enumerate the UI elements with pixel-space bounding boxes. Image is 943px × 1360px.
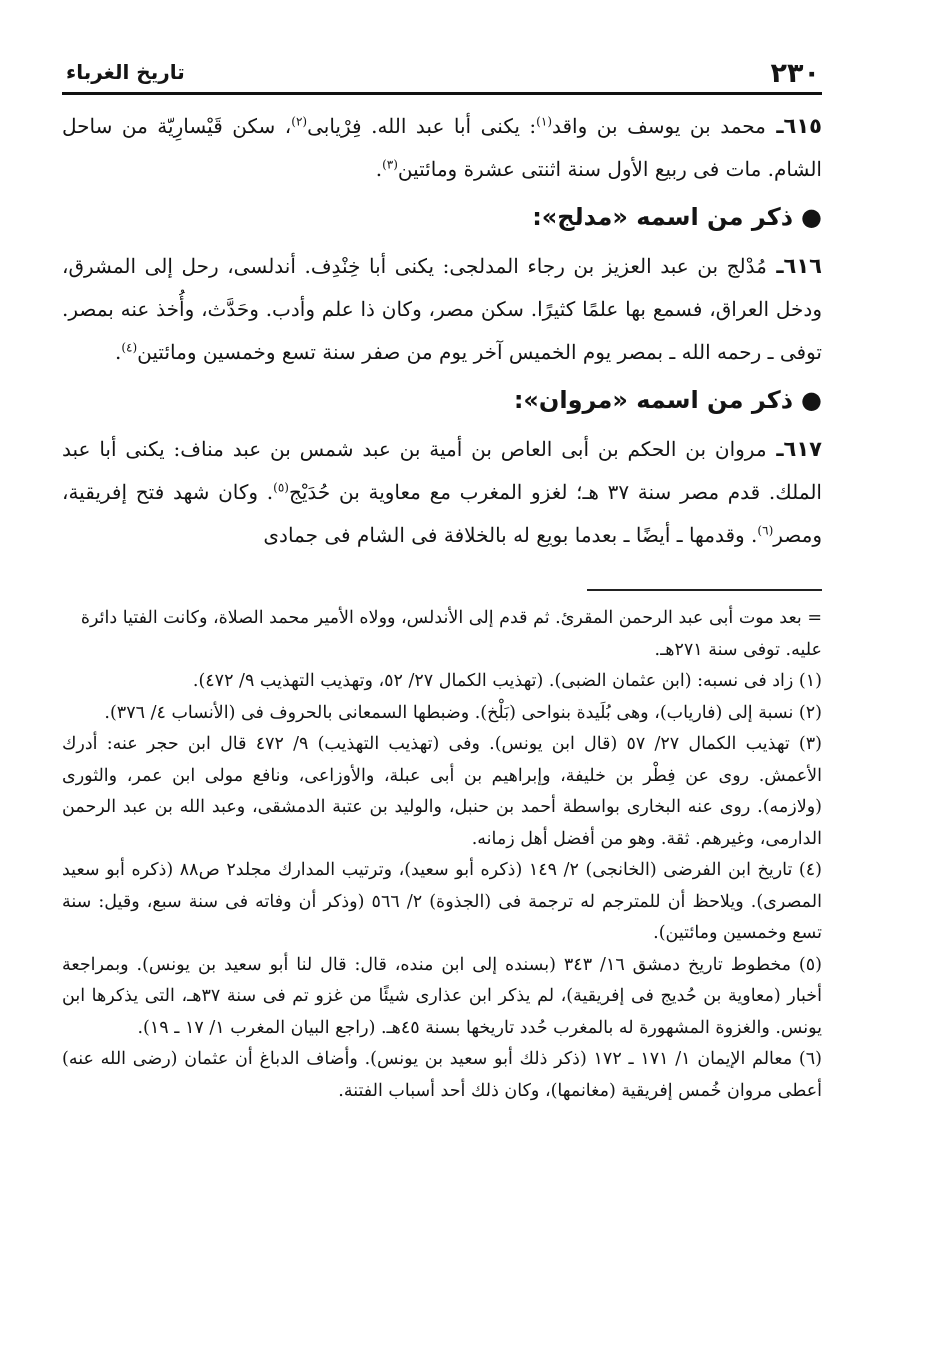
section-heading-text: ذكر من اسمه «مروان»: (513, 386, 794, 414)
footnote-continuation: = بعد موت أبى عبد الرحمن المقرئ. ثم قدم إلى الأندلس، وولاه الأمير محمد الصلاة، وكانت الفتيا دائرة عليه. توفى سنة ٢٧١هـ. (80, 608, 822, 660)
page-header (62, 52, 822, 95)
section-heading-text: ذكر من اسمه «مدلج»: (532, 203, 794, 231)
entry-text: مُدْلج بن عبد العزيز بن رجاء المدلجى: يكنى أبا خِنْدِف. أندلسى، رحل إلى المشرق، ودخل العراق، فسمع بها علمًا كثيرًا. سكن مصر، وكان ذا علم وأدب. وحَدَّث، وأُخذ عنه بمصر. توفى ـ رحمه الله ـ بمصر يوم الخميس آخر يوم من صفر سنة تسع وخمسين ومائتين (62, 254, 822, 364)
bullet-icon: ● (801, 386, 822, 414)
footnote-5: (٥) مخطوط تاريخ دمشق ١٦/ ٣٤٣ (بسنده إلى ابن منده، قال: قال لنا أبو سعيد بن يونس). وبمراجعة أخبار (معاوية بن حُديج فى إفريقية)، لم يذكر ابن عذارى شيئًا من غزو تم فى سنة ٣٧هـ، التى يذكرها ابن يونس. والغزوة المشهورة له بالمغرب حُدد تاريخها بسنة ٤٥هـ. (راجع البيان المغرب ١/ ١٧ ـ ١٩). (62, 954, 822, 1038)
footnote-6: (٦) معالم الإيمان ١/ ١٧١ ـ ١٧٢ (ذكر ذلك أبو سعيد بن يونس). وأضاف الدباغ أن عثمان (رضى الله عنه) أعطى مروان خُمس إفريقية (مغانمها)، وكان ذلك أحد أسباب الفتنة. (62, 1049, 822, 1101)
footnote-ref: (١) (536, 114, 552, 129)
footnote-4: (٤) تاريخ ابن الفرضى (الخانجى) ٢/ ١٤٩ (ذكره أبو سعيد)، وترتيب المدارك مجلد٢ ص٨٨ (ذكره أبو سعيد المصرى). ويلاحظ أن للمترجم له ترجمة فى (الجذوة) ٢/ ٥٦٦ (وذكر أن وفاته فى سنة سبع، وقيل: سنة تسع وخمسين ومائتين). (62, 860, 822, 943)
entry-number: ٦١٥ (783, 114, 822, 138)
footnote-ref: (٢) (291, 114, 308, 129)
footnote-ref: (٣) (382, 157, 398, 172)
footnote-2: (٢) نسبة إلى (فارياب)، وهى بُلَيدة بنواحى (بَلْخ). وضبطها السمعانى بالحروف فى (الأنساب ٤/ ٣٧٦). (104, 702, 822, 723)
section-heading-mudlij (62, 195, 822, 239)
entry-number: ٦١٧ (783, 437, 822, 461)
footnote-ref: (٦) (757, 523, 774, 538)
entry-dash: ـ (766, 254, 784, 278)
footnote-separator (587, 589, 822, 591)
footnotes (62, 603, 822, 1107)
entry-number: ٦١٦ (783, 254, 822, 278)
entry-text: . وقدمها ـ أيضًا ـ بعدما بويع له بالخلافة فى الشام فى جمادى (263, 523, 758, 547)
footnote-ref: (٤) (121, 340, 138, 355)
entry-text: ، سكن قَيْسارِيّة من ساحل الشام. مات فى ربيع الأول سنة اثنتى عشرة ومائتين (62, 114, 822, 181)
section-heading-marwan (62, 378, 822, 422)
entry-dash: ـ (766, 437, 784, 461)
entry-617 (62, 428, 822, 557)
entry-text: محمد بن يوسف بن واقد (552, 114, 766, 138)
footnote-ref: (٥) (273, 480, 289, 495)
entry-text: . (114, 340, 122, 364)
footnote-1: (١) زاد فى نسبه: (ابن عثمان الضبى). (تهذيب الكمال ٢٧/ ٥٢، وتهذيب التهذيب ٩/ ٤٧٢). (192, 671, 822, 691)
page-number: ٢٣٠ (770, 58, 820, 89)
entry-text: مروان بن الحكم بن أبى العاص بن أمية بن عبد شمس بن عبد مناف: يكنى أبا عبد الملك. قدم مصر سنة ٣٧ هـ؛ لغزو المغرب مع معاوية بن حُدَيْج (62, 437, 822, 504)
running-title: تاريخ الغرباء (66, 60, 185, 84)
main-text (62, 105, 822, 557)
book-page (62, 52, 822, 1312)
entry-dash: ـ (765, 114, 784, 138)
entry-616 (62, 245, 822, 374)
bullet-icon: ● (801, 203, 822, 231)
entry-615 (62, 105, 822, 191)
entry-text: : يكنى أبا عبد الله. فِرْيابى (307, 114, 537, 138)
entry-text: . (375, 157, 383, 181)
footnote-3: (٣) تهذيب الكمال ٢٧/ ٥٧ (قال ابن يونس). وفى (تهذيب التهذيب) ٩/ ٤٧٢ قال ابن حجر عنه: أدرك الأعمش. روى عن فِطْر بن خليفة، وإبراهيم بن أبى عبلة، والأوزاعى، ونافع مولى ابن عمر، والثورى (ولازمه). روى عنه البخارى بواسطة أحمد بن حنبل، والوليد بن عتبة الدمشقى، وعبد الله بن عبد الرحمن الدارمى، وغيرهم. ثقة. وهو من أفضل أهل زمانه. (62, 734, 822, 849)
entry-text: . وكان شهد فتح إفريقية، ومصر (62, 480, 822, 547)
